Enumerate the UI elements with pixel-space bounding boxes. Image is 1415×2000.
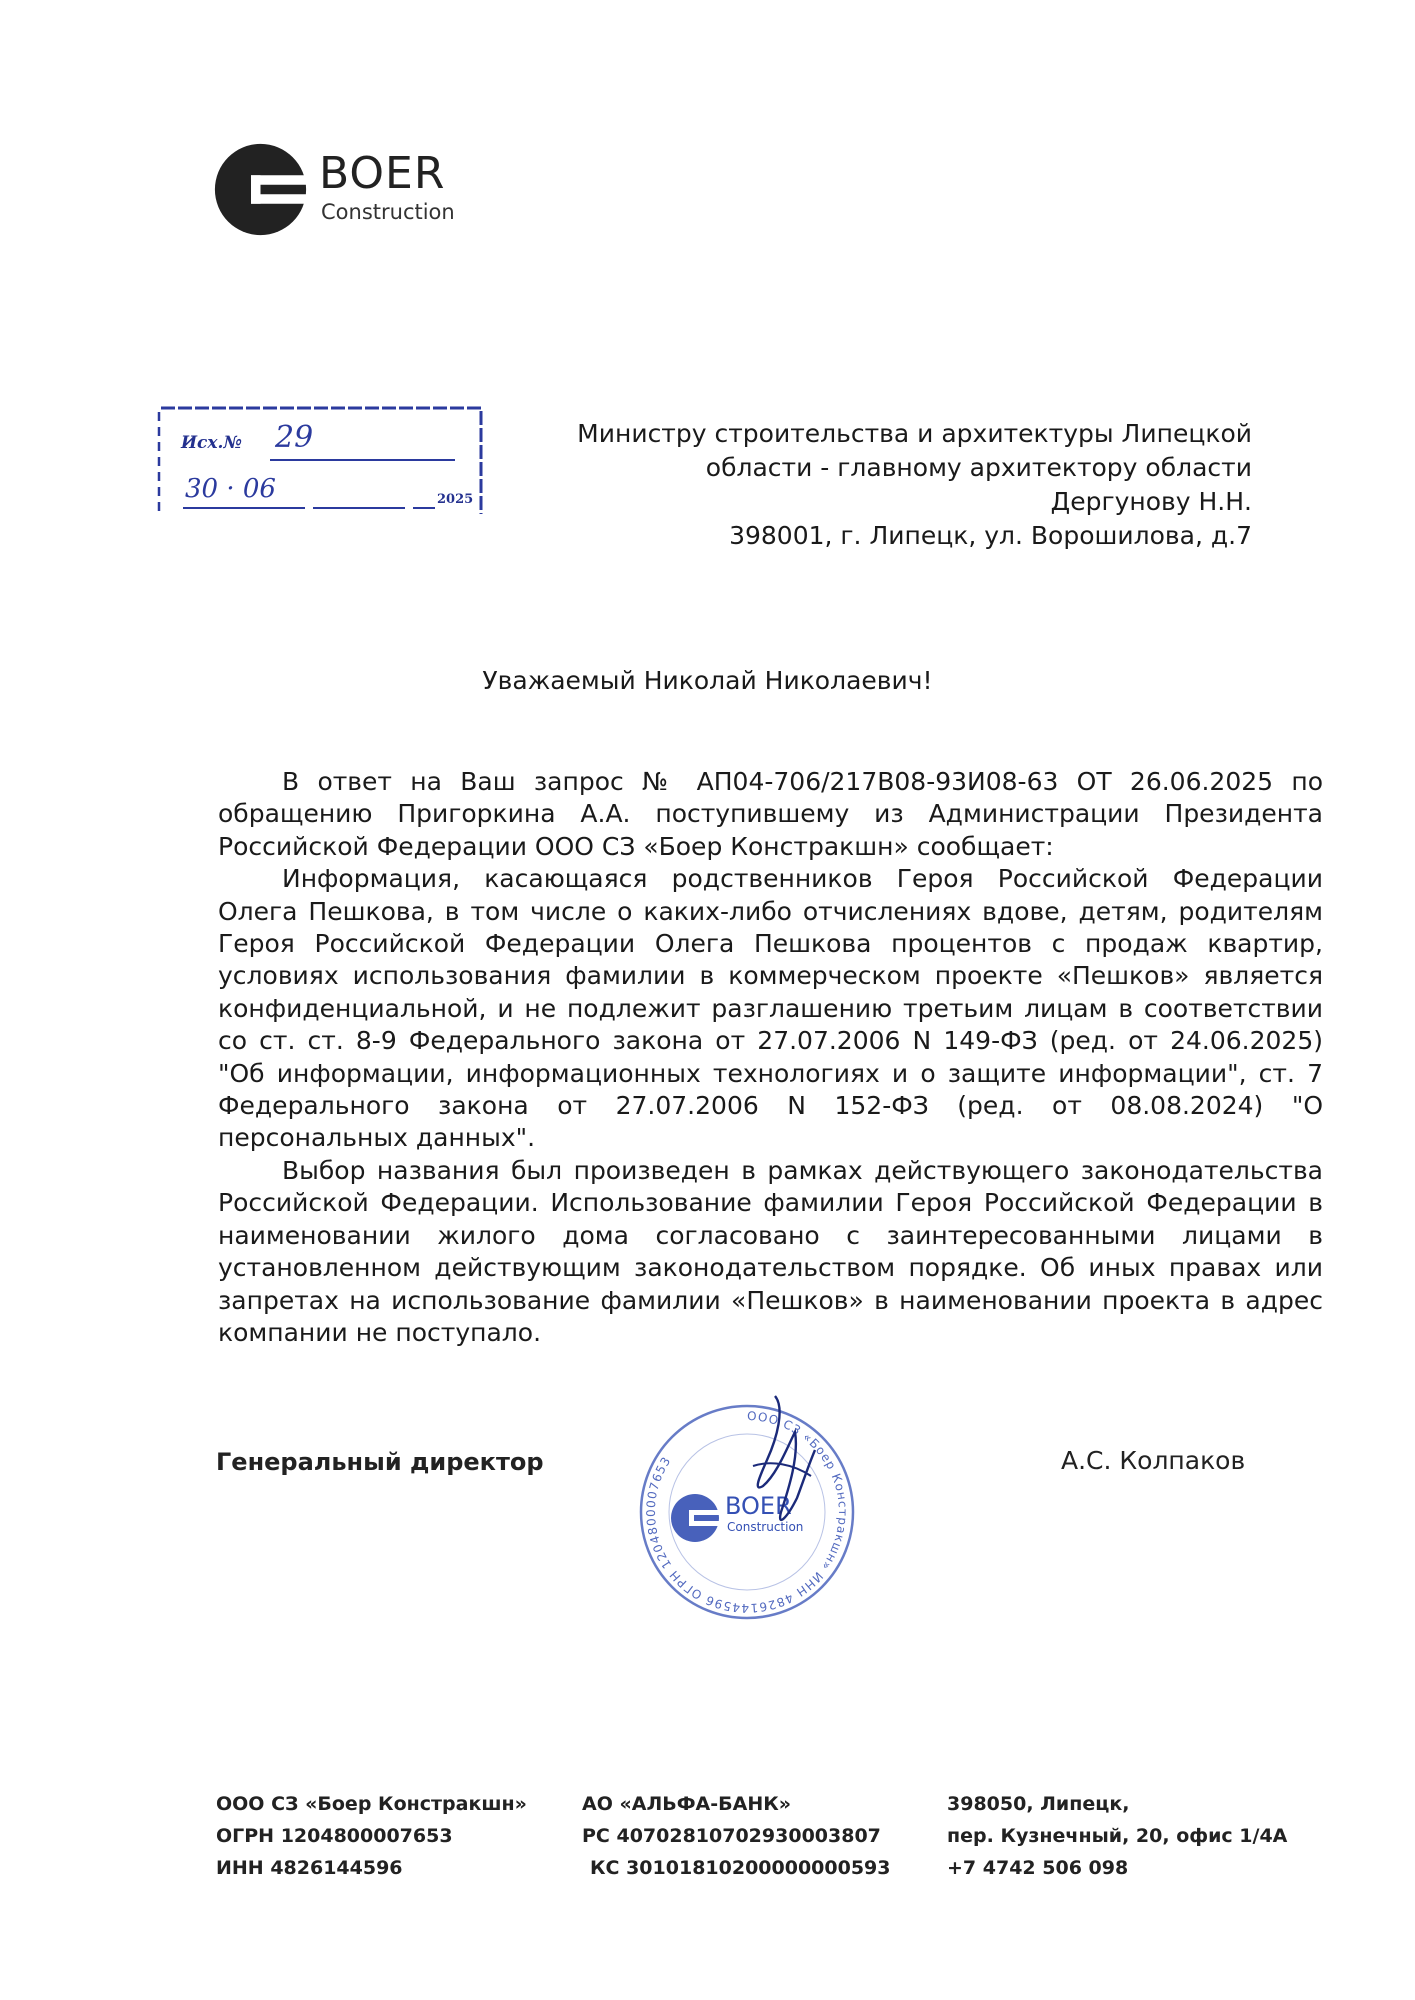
registration-stamp bbox=[155, 402, 485, 520]
addressee-line: области - главному архитектору области bbox=[705, 453, 1252, 482]
footer-company bbox=[216, 1788, 527, 1884]
footer-line: ИНН 4826144596 bbox=[216, 1857, 403, 1879]
seal-logo-name: BOER bbox=[725, 1492, 792, 1520]
footer-line: РС 40702810702930003807 bbox=[582, 1825, 881, 1847]
signatory-title: Генеральный директор bbox=[216, 1448, 544, 1476]
reg-year-value: 2025 bbox=[437, 492, 474, 507]
footer-line: пер. Кузнечный, 20, офис 1/4А bbox=[947, 1825, 1288, 1847]
addressee-line: 398001, г. Липецк, ул. Ворошилова, д.7 bbox=[729, 521, 1252, 550]
reg-date-value: 30 · 06 bbox=[185, 474, 276, 504]
footer-address bbox=[947, 1788, 1287, 1884]
logo-name: BOER bbox=[319, 148, 446, 199]
body-paragraph: Выбор названия был произведен в рамках действующего законодательства Российской Федерации. Использование фамилии Героя Российской Федерации в наименовании жилого дома согласовано с заинтересованными лицами в установленном действующим законодательством порядке. Об иных правах или запретах на использование фамилии «Пешков» в наименовании проекта в адрес компании не поступало. bbox=[218, 1155, 1323, 1347]
addressee-block bbox=[532, 417, 1252, 553]
logo-subtitle: Construction bbox=[321, 200, 455, 224]
body-paragraph: В ответ на Ваш запрос № АП04-706/217В08-93И08-63 ОТ 26.06.2025 по обращению Пригоркина А.А. поступившему из Администрации Президента Российской Федерации ООО СЗ «Боер Констракшн» сообщает: bbox=[218, 767, 1323, 861]
boer-logo-icon bbox=[213, 142, 308, 237]
greeting: Уважаемый Николай Николаевич! bbox=[482, 666, 933, 695]
letter-body bbox=[218, 766, 1323, 1349]
footer-line: КС 30101810200000000593 bbox=[590, 1857, 891, 1879]
footer-line: ООО СЗ «Боер Констракшн» bbox=[216, 1793, 527, 1815]
reg-number-label: Исх.№ bbox=[181, 433, 242, 453]
company-logo bbox=[213, 142, 473, 242]
seal-ring-text: ООО СЗ «Боер Констракшн» ИНН 4826144596 ОГРН 1204800007653 bbox=[643, 1408, 850, 1616]
addressee-line: Министру строительства и архитектуры Липецкой bbox=[577, 419, 1252, 448]
company-seal bbox=[627, 1368, 867, 1653]
seal-logo-sub: Construction bbox=[727, 1520, 804, 1534]
footer-bank bbox=[582, 1788, 891, 1884]
footer-line: ОГРН 1204800007653 bbox=[216, 1825, 453, 1847]
footer-line: +7 4742 506 098 bbox=[947, 1857, 1129, 1879]
footer-line: 398050, Липецк, bbox=[947, 1793, 1130, 1815]
addressee-line: Дергунову Н.Н. bbox=[1050, 487, 1252, 516]
reg-number-value: 29 bbox=[275, 420, 314, 455]
signatory-name: А.С. Колпаков bbox=[1061, 1446, 1246, 1475]
body-paragraph: Информация, касающаяся родственников Героя Российской Федерации Олега Пешкова, в том числе о каких-либо отчислениях вдове, детям, родителям Героя Российской Федерации Олега Пешкова процентов с продаж квартир, условиях использования фамилии в коммерческом проекте «Пешков» является конфиденциальной, и не подлежит разглашению третьим лицам в соответствии со ст. ст. 8-9 Федерального закона от 27.07.2006 N 149-ФЗ (ред. от 24.06.2025) "Об информации, информационных технологиях и о защите информации", ст. 7 Федерального закона от 27.07.2006 N 152-ФЗ (ред. от 08.08.2024) "О персональных данных". bbox=[218, 864, 1323, 1153]
footer-line: АО «АЛЬФА-БАНК» bbox=[582, 1793, 792, 1815]
